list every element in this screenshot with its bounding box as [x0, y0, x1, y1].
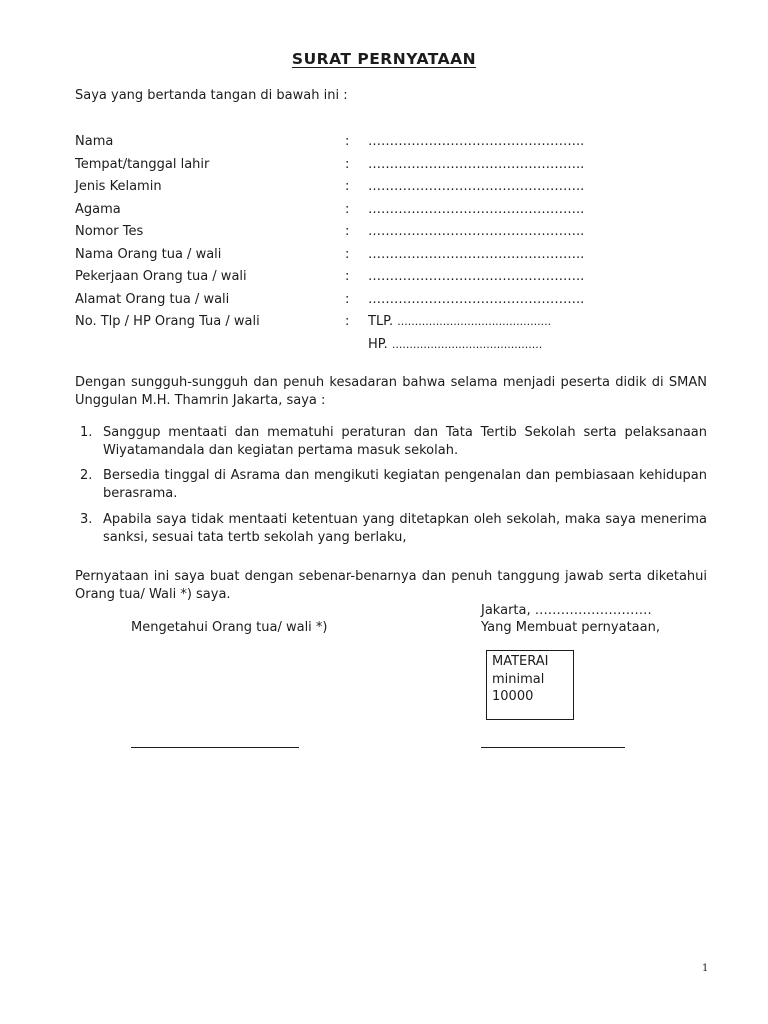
- tlp-prefix: TLP.: [368, 314, 394, 329]
- field-row-nama-orang-tua: [75, 244, 695, 267]
- field-colon: :: [345, 269, 350, 284]
- list-item-number: 1.: [80, 425, 93, 440]
- list-item-number: 3.: [80, 512, 93, 527]
- hp-prefix: HP.: [368, 336, 388, 352]
- field-label: Nomor Tes: [75, 224, 144, 239]
- field-row-pekerjaan-orang-tua: [75, 266, 695, 289]
- field-value-blank: …………………………………………..: [368, 291, 585, 307]
- materai-line: MATERAI: [492, 654, 549, 669]
- statement-intro: Dengan sungguh-sungguh dan penuh kesadaran bahwa selama menjadi peserta didik di SMAN Unggulan M.H. Thamrin Jakarta, saya :: [75, 375, 707, 408]
- list-item-text: Apabila saya tidak mentaati ketentuan yang ditetapkan oleh sekolah, maka saya menerima sanksi, sesuai tata tertb sekolah yang berlaku,: [103, 512, 707, 545]
- field-value-blank: …………………………………………..: [368, 224, 585, 239]
- right-signature-line: [481, 747, 625, 748]
- field-colon: :: [345, 224, 350, 239]
- list-item-text: Sanggup mentaati dan mematuhi peraturan dan Tata Tertib Sekolah serta pelaksanaan Wiyatamandala dan kegiatan pertama masuk sekolah.: [103, 425, 707, 458]
- field-label: Tempat/tanggal lahir: [75, 156, 210, 172]
- field-colon: :: [345, 179, 350, 194]
- field-value-blank: …………………………………………..: [368, 134, 585, 149]
- field-colon: :: [345, 314, 350, 329]
- place-date: Jakarta, ………………………: [481, 603, 652, 618]
- identity-fields: [75, 131, 695, 356]
- field-row-agama: [75, 199, 695, 222]
- field-value-blank: …………………………………………..: [368, 156, 585, 172]
- materai-stamp-box: [486, 650, 574, 720]
- field-value-tlp: [368, 311, 551, 334]
- list-item-number: 2.: [80, 468, 93, 483]
- field-colon: :: [345, 201, 350, 217]
- field-row-jenis-kelamin: [75, 176, 695, 199]
- field-row-telepon: [75, 311, 695, 334]
- field-value-hp: [368, 334, 542, 357]
- closing-statement: Pernyataan ini saya buat dengan sebenar-benarnya dan penuh tanggung jawab serta diketahui Orang tua/ Wali *) saya.: [75, 569, 707, 602]
- field-label: Agama: [75, 201, 121, 217]
- field-colon: :: [345, 156, 350, 172]
- field-colon: :: [345, 134, 350, 149]
- materai-line: 10000: [492, 689, 534, 704]
- field-row-hp: [75, 334, 695, 357]
- field-row-nama: [75, 131, 695, 154]
- intro-text: Saya yang bertanda tangan di bawah ini :: [75, 88, 348, 103]
- field-label: Jenis Kelamin: [75, 179, 162, 194]
- field-value-blank: …………………………………………..: [368, 246, 585, 262]
- field-row-alamat-orang-tua: [75, 289, 695, 312]
- field-value-blank: …………………………………………..: [368, 269, 585, 284]
- field-label: Alamat Orang tua / wali: [75, 291, 230, 307]
- left-signer-label: Mengetahui Orang tua/ wali *): [131, 620, 328, 635]
- document-title: SURAT PERNYATAAN: [291, 50, 477, 68]
- field-row-nomor-tes: [75, 221, 695, 244]
- list-item-text: Bersedia tinggal di Asrama dan mengikuti kegiatan pengenalan dan pembiasaan kehidupan berasrama.: [103, 468, 707, 501]
- field-value-blank: …………………………………………..: [368, 179, 585, 194]
- field-colon: :: [345, 246, 350, 262]
- left-signature-line: [131, 747, 299, 748]
- field-colon: :: [345, 291, 350, 307]
- field-label: Nama: [75, 134, 114, 149]
- page-number: 1: [702, 963, 709, 974]
- field-label: Pekerjaan Orang tua / wali: [75, 269, 247, 284]
- field-label: No. Tlp / HP Orang Tua / wali: [75, 314, 260, 329]
- right-signer-label: Yang Membuat pernyataan,: [481, 620, 660, 635]
- materai-line: minimal: [492, 671, 545, 687]
- field-row-tempat-tanggal-lahir: [75, 154, 695, 177]
- tlp-blank: ............................................: [397, 315, 552, 328]
- field-label: Nama Orang tua / wali: [75, 246, 222, 262]
- hp-blank: ...........................................: [391, 337, 543, 351]
- field-value-blank: …………………………………………..: [368, 201, 585, 217]
